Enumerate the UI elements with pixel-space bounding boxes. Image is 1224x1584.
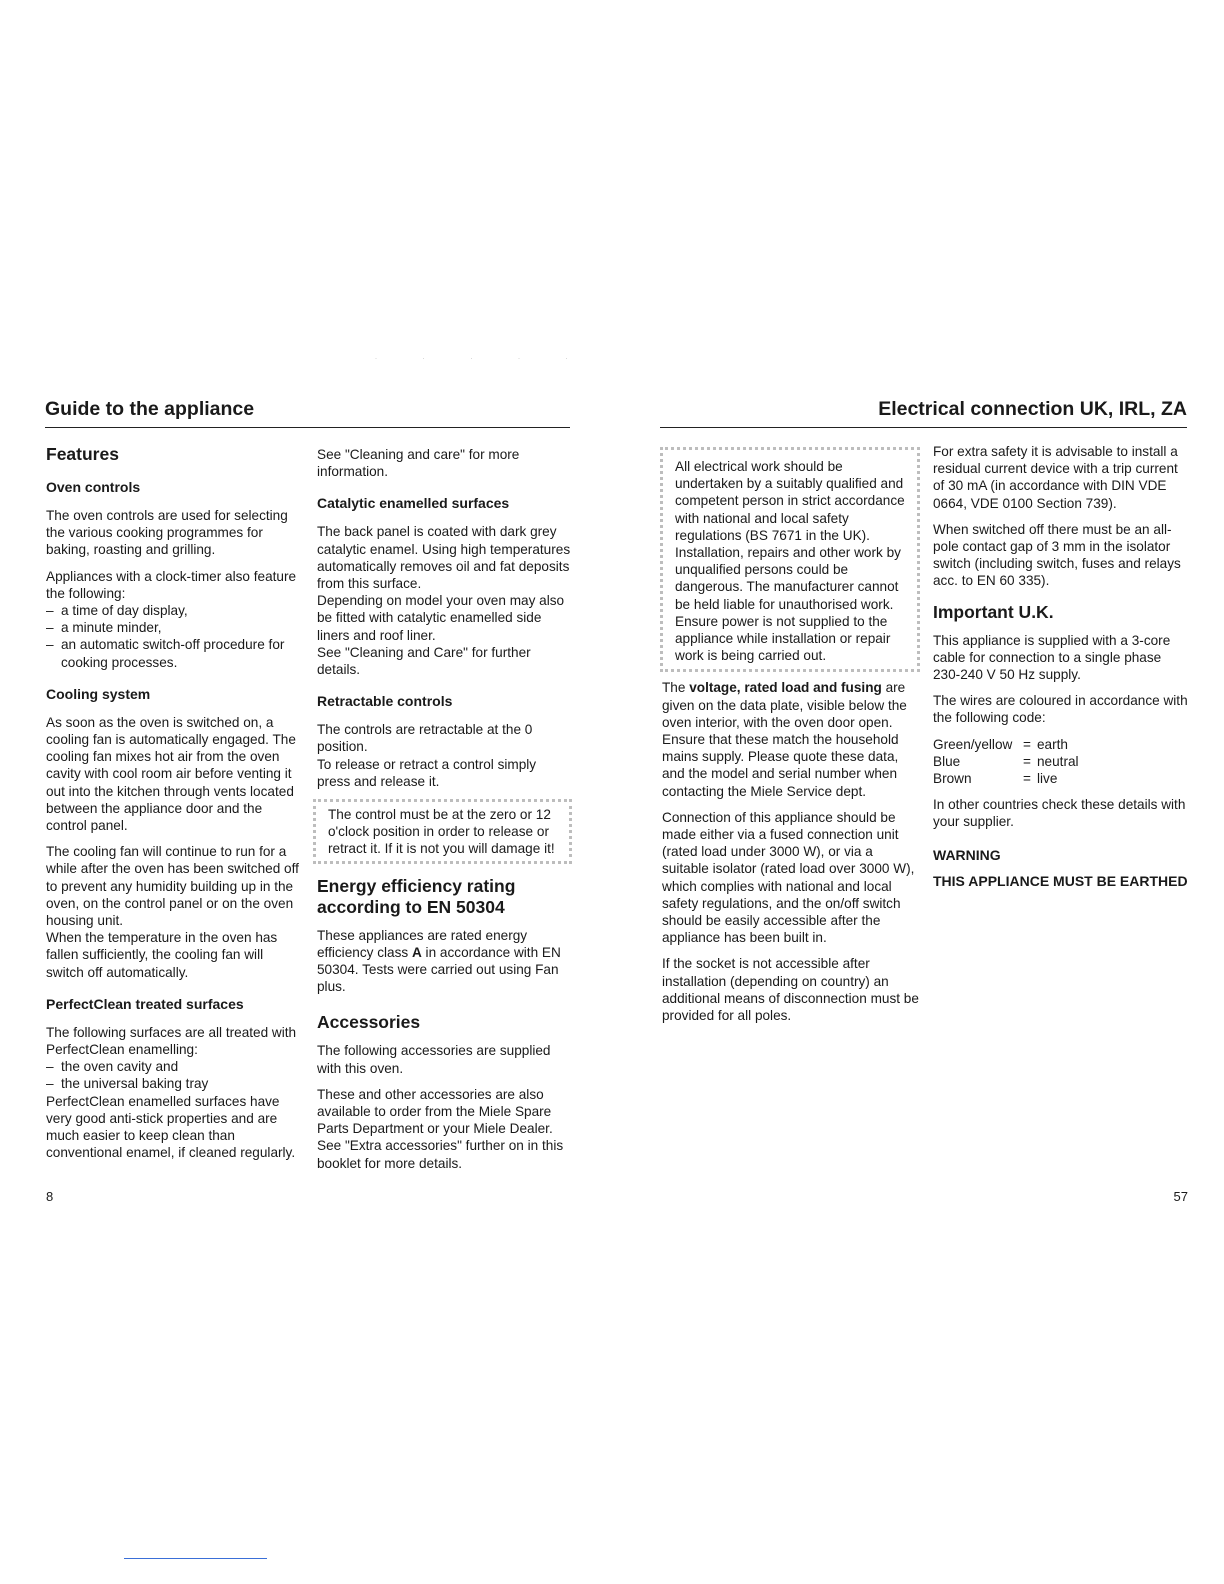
rcd-paragraph: For extra safety it is advisable to install a residual current device with a trip current of 30 mA (in accordance with DIN VDE 0664, VDE 0100 Section 739). — [933, 444, 1178, 511]
catalytic-heading: Catalytic enamelled surfaces — [317, 495, 510, 512]
left-column-2 — [317, 446, 572, 1181]
right-title-rule — [660, 427, 1187, 428]
energy-class: A — [411, 944, 422, 960]
electrical-warning-box — [660, 447, 920, 672]
accessories-paragraph-2: These and other accessories are also available to order from the Miele Spare Parts Department or your Miele Dealer. See "Extra accessories" further on in this booklet for more details. — [317, 1086, 564, 1171]
wire-colour-table — [933, 736, 1079, 788]
table-row: Blue = neutral — [933, 753, 1079, 769]
see-cleaning-paragraph: See "Cleaning and care" for more information. — [317, 447, 520, 480]
energy-paragraph: These appliances are rated energy efficiency class A in accordance with EN 50304. Tests were carried out using Fan plus. — [317, 927, 561, 995]
voltage-emphasis: voltage, rated load and fusing — [689, 680, 882, 696]
supply-paragraph: This appliance is supplied with a 3-core cable for connection to a single phase 230-240 V 50 Hz supply. — [933, 632, 1171, 683]
warning-box-paragraph-2: Installation, repairs and other work by unqualified persons could be dangerous. The manufacturer cannot be held liable for unauthorised work. — [675, 545, 901, 612]
perfectclean-paragraph-1: The following surfaces are all treated with PerfectClean enamelling: — [46, 1024, 297, 1058]
voltage-paragraph: The voltage, rated load and fusing are given on the data plate, visible below the oven interior, with the oven door open. Ensure that these match the household mains supply. Please quote these data, and the model and serial number when contacting the Miele Service dept. — [662, 680, 907, 799]
catalytic-paragraph-1: The back panel is coated with dark grey catalytic enamel. Using high temperatures automatically removes oil and fat deposits from this surface. — [317, 524, 571, 592]
cooling-system-heading: Cooling system — [46, 685, 151, 702]
left-page-title: Guide to the appliance — [45, 398, 255, 420]
accessories-heading: Accessories — [317, 1012, 421, 1033]
right-page-number: 57 — [1173, 1189, 1188, 1204]
accessories-paragraph-1: The following accessories are supplied with this oven. — [317, 1043, 551, 1076]
clock-timer-paragraph: Appliances with a clock-timer also feature the following: — [46, 568, 297, 601]
retractable-paragraph-2: To release or retract a control simply press and release it. — [317, 756, 537, 789]
warning-box-paragraph-1: All electrical work should be undertaken by a suitably qualified and competent person in strict accordance with national and local safety regulations (BS 7671 in the UK). — [675, 459, 905, 543]
connection-paragraph: Connection of this appliance should be made either via a fused connection unit (rated load under 3000 W), or via a suitable isolator (rated load over 3000 W), which complies with national and local safety regulations, and the on/off switch should be easily accessible after the appliance has been built in. — [662, 809, 915, 946]
retractable-note: The control must be at the zero or 12 o'clock position in order to release or retract it. If it is not you will damage it! — [328, 807, 555, 857]
scan-specks: · · · · · — [375, 356, 590, 362]
oven-controls-heading: Oven controls — [46, 479, 141, 495]
oven-controls-paragraph: The oven controls are used for selecting the various cooking programmes for baking, roasting and grilling. — [46, 508, 288, 558]
catalytic-paragraph-2: Depending on model your oven may also be fitted with catalytic enamelled side liners and roof liner. — [317, 593, 565, 643]
right-column-2 — [933, 443, 1191, 900]
retractable-note-box — [313, 799, 572, 864]
table-row: Brown = live — [933, 771, 1058, 787]
bottom-scan-line — [124, 1558, 267, 1559]
warning-box-paragraph-3: Ensure power is not supplied to the appliance while installation or repair work is being carried out. — [675, 613, 891, 664]
left-page-number: 8 — [46, 1189, 54, 1204]
list-item: – a time of day display, — [46, 602, 304, 619]
list-item: – an automatic switch-off procedure for cooking processes. — [46, 636, 304, 670]
table-row: Green/yellow = earth — [933, 736, 1068, 752]
right-page-title: Electrical connection UK, IRL, ZA — [878, 398, 1187, 420]
timer-feature-list — [46, 602, 304, 671]
cooling-paragraph-2: The cooling fan will continue to run for a while after the oven has been switched off to prevent any humidity building up in the oven, on the control panel or on the oven housing unit. — [46, 844, 299, 929]
warning-title: WARNING — [933, 846, 1001, 863]
cooling-paragraph-3: When the temperature in the oven has fallen sufficiently, the cooling fan will switch off automatically. — [46, 930, 278, 980]
important-uk-heading: Important U.K. — [933, 601, 1054, 622]
switched-off-paragraph: When switched off there must be an all-pole contact gap of 3 mm in the isolator switch (including switch, fuses and relays acc. to EN 60 335). — [933, 521, 1181, 589]
left-title-rule — [45, 427, 570, 428]
perfectclean-heading: PerfectClean treated surfaces — [46, 995, 244, 1012]
wires-intro-paragraph: The wires are coloured in accordance with the following code: — [933, 693, 1188, 726]
list-item: – the universal baking tray — [46, 1075, 304, 1092]
perfectclean-list — [46, 1058, 304, 1092]
list-item: – a minute minder, — [46, 619, 304, 636]
retractable-heading: Retractable controls — [317, 693, 453, 710]
list-item: – the oven cavity and — [46, 1058, 304, 1075]
energy-heading: Energy efficiency rating according to EN 50304 — [317, 875, 516, 917]
left-column-1 — [46, 444, 304, 1171]
other-countries-paragraph: In other countries check these details with your supplier. — [933, 797, 1186, 830]
right-column-1 — [662, 447, 920, 1033]
socket-paragraph: If the socket is not accessible after installation (depending on country) an additional means of disconnection must be provided for all poles. — [662, 956, 919, 1024]
cooling-paragraph-1: As soon as the oven is switched on, a cooling fan is automatically engaged. The cooling fan mixes hot air from the oven cavity with cool room air before venting it out into the kitchen through vents located between the appliance door and the control panel. — [46, 714, 296, 834]
catalytic-paragraph-3: See "Cleaning and Care" for further details. — [317, 644, 531, 678]
warning-text: THIS APPLIANCE MUST BE EARTHED — [933, 873, 1188, 890]
perfectclean-paragraph-2: PerfectClean enamelled surfaces have very good anti-stick properties and are much easier to keep clean than conventional enamel, if cleaned regularly. — [46, 1093, 296, 1161]
features-heading: Features — [46, 444, 119, 464]
retractable-paragraph-1: The controls are retractable at the 0 position. — [317, 722, 533, 755]
